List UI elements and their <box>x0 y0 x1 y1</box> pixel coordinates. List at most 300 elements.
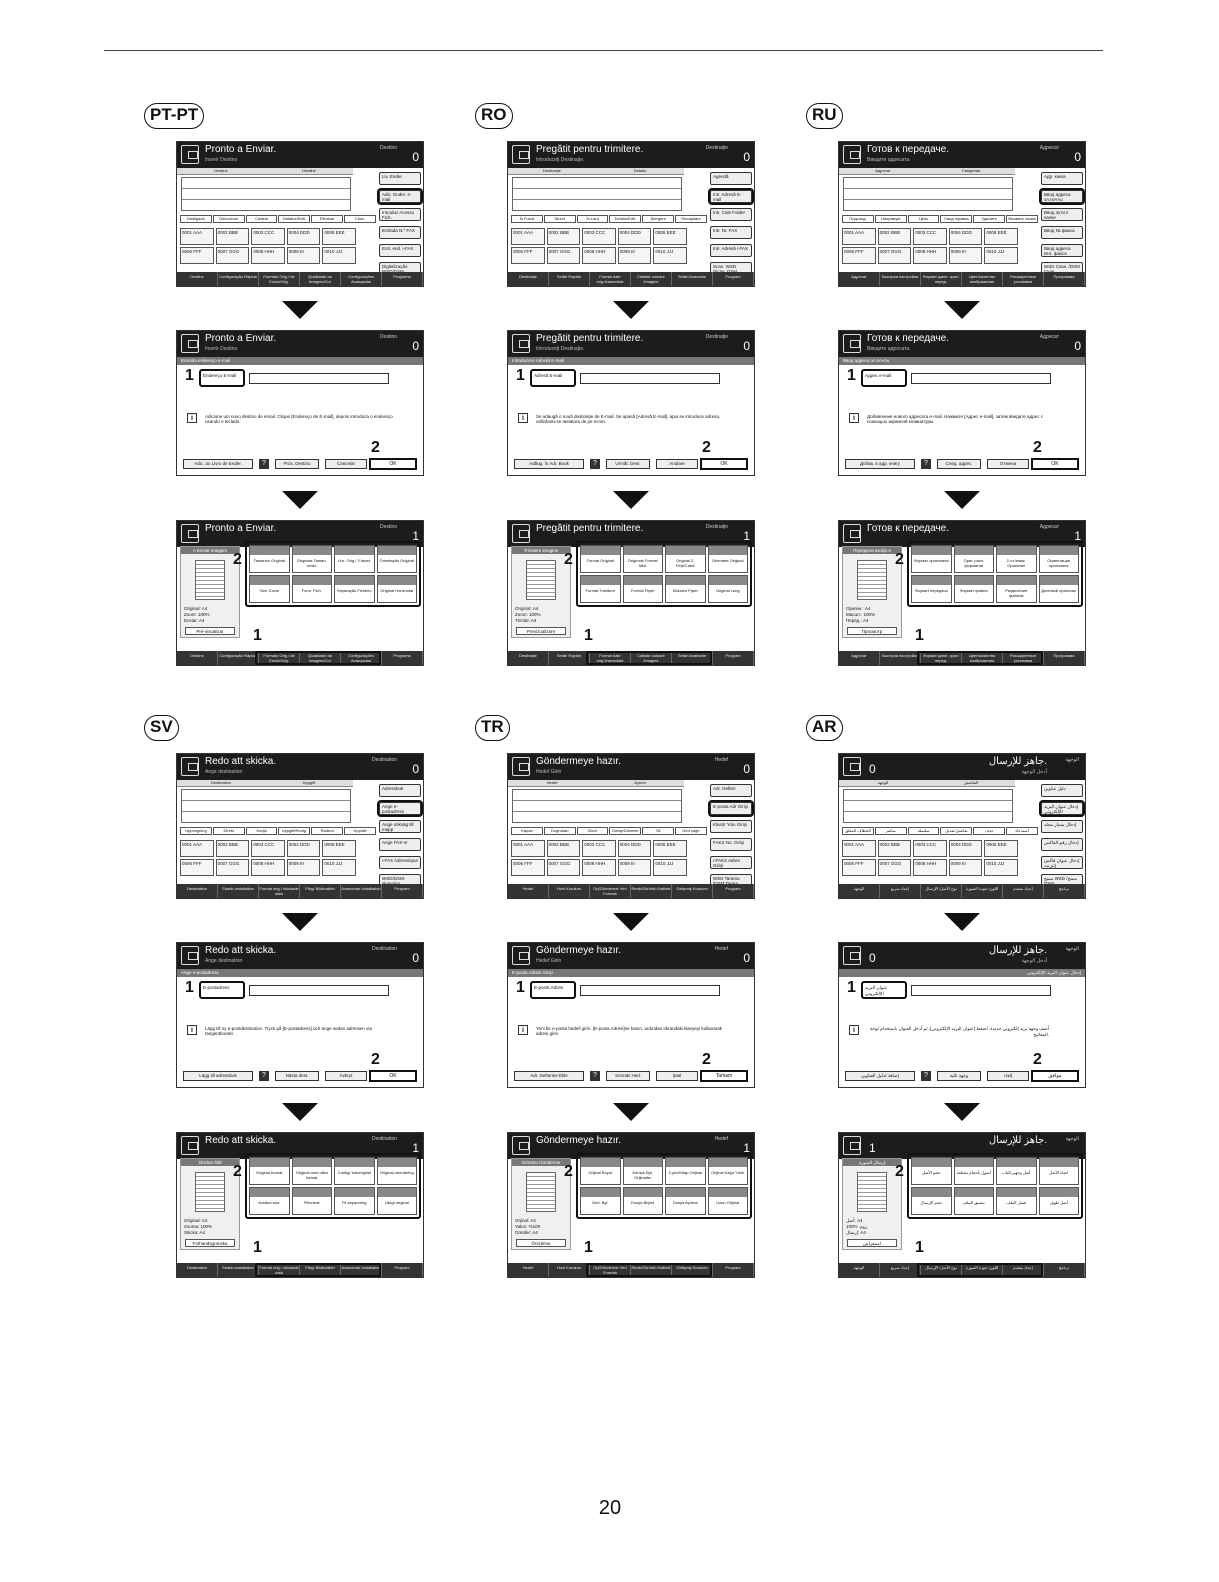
bottom-tab-5[interactable]: Program <box>713 272 754 286</box>
function-key-1[interactable]: Original med olika format <box>292 1157 333 1185</box>
function-key-6[interactable]: Dosya Ayırma <box>665 1187 706 1215</box>
bottom-tab-2[interactable]: Orj/Gönderme Veri Formatı <box>590 884 631 898</box>
bottom-tab-0[interactable]: Destinaţie <box>508 272 549 286</box>
cancel-button[interactable]: Avbryt <box>325 1071 367 1081</box>
one-touch-key[interactable]: 0005 EEE <box>653 228 687 245</box>
one-touch-key[interactable]: 0002 BBB <box>878 228 912 245</box>
right-button-3[interactable]: Intr. Nr. FAX <box>710 226 752 239</box>
one-touch-key[interactable]: 0003 CCC <box>251 228 285 245</box>
bottom-tab-3[interactable]: اللون/ جودة الصورة <box>962 884 1003 898</box>
function-key-2[interactable]: 2-yüz/Kitap Orijinal <box>665 1157 706 1185</box>
bottom-tab-2[interactable]: Формат данн. ориг./перед. <box>921 651 962 665</box>
function-key-2[interactable]: 2-ст./книж. Оригинал <box>996 545 1037 573</box>
one-touch-key[interactable]: 0006 FFF <box>180 859 214 876</box>
function-key-2[interactable]: 2-sidig/ bokoriginal <box>334 1157 375 1185</box>
right-button-2[interactable]: Ввод пути к папке <box>1041 208 1083 221</box>
list-action-3[interactable]: Detaliu/Edit. <box>609 215 641 223</box>
bottom-tab-2[interactable]: Orj/Gönderme Veri Formatı <box>590 1263 631 1277</box>
function-key-7[interactable]: Original Lung <box>708 575 749 603</box>
cancel-button[interactable]: إلغاء <box>987 1071 1029 1081</box>
one-touch-key[interactable]: 0007 GGG <box>547 247 581 264</box>
bottom-tab-0[interactable]: Destino <box>177 272 218 286</box>
bottom-tab-5[interactable]: Programa <box>382 272 423 286</box>
bottom-tab-1[interactable]: Быстрая настройка <box>880 272 921 286</box>
list-action-1[interactable]: مباشر <box>875 827 907 835</box>
cancel-button[interactable]: İptal <box>656 1071 698 1081</box>
preview-button[interactable]: Önizleme <box>516 1239 566 1247</box>
function-key-3[interactable]: Orientação Original <box>377 545 418 573</box>
function-key-0[interactable]: حجم الأصل <box>911 1157 952 1185</box>
one-touch-key[interactable]: 0003 CCC <box>913 228 947 245</box>
next-destination-button[interactable]: Próx. Destino <box>275 459 319 469</box>
email-address-button[interactable]: Адрес e-mail <box>861 369 907 387</box>
one-touch-key[interactable]: 0010 JJJ <box>653 859 687 876</box>
function-key-6[interactable]: فصل الملف <box>996 1187 1037 1215</box>
bottom-tab-3[interactable]: Färg/ Bildkvalitet <box>300 884 341 898</box>
right-button-3[interactable]: Ange FAX-nr <box>379 838 421 851</box>
bottom-tab-3[interactable]: Renk/Görüntü Kalitesi <box>631 1263 672 1277</box>
destination-list[interactable] <box>181 789 351 823</box>
bottom-tab-5[interactable]: Program <box>713 651 754 665</box>
bottom-tab-2[interactable]: Format date orig./transmisie <box>590 651 631 665</box>
function-key-5[interactable]: تنسيق الملف <box>954 1187 995 1215</box>
email-input[interactable] <box>580 985 720 996</box>
list-action-2[interactable]: Cadeia <box>246 215 278 223</box>
list-action-4[interactable]: Удалить <box>973 215 1005 223</box>
bottom-tab-2[interactable]: Формат данн. ориг./перед. <box>921 272 962 286</box>
one-touch-key[interactable]: 0010 JJJ <box>322 859 356 876</box>
function-key-7[interactable]: Длинный оригинал <box>1039 575 1080 603</box>
function-key-0[interactable]: Original-format <box>249 1157 290 1185</box>
one-touch-key[interactable]: 0003 CCC <box>582 840 616 857</box>
one-touch-key[interactable]: 0004 DDD <box>287 228 321 245</box>
function-key-7[interactable]: Långt original <box>377 1187 418 1215</box>
list-action-2[interactable]: Kedja <box>246 827 278 835</box>
function-key-4[interactable]: Avsänd.stor. <box>249 1187 290 1215</box>
function-key-3[interactable]: اتجاه الأصل <box>1039 1157 1080 1185</box>
email-input[interactable] <box>580 373 720 384</box>
one-touch-key[interactable]: 0008 HHH <box>913 859 947 876</box>
ok-button[interactable]: OK <box>1031 458 1079 470</box>
next-destination-button[interactable]: Nästa dest. <box>275 1071 319 1081</box>
destination-list[interactable] <box>181 177 351 211</box>
next-destination-button[interactable]: След. адрес. <box>937 459 981 469</box>
bottom-tab-1[interactable]: Быстрая настройка <box>880 651 921 665</box>
bottom-tab-0[interactable]: Destino <box>177 651 218 665</box>
right-button-5[interactable]: Digitalização <box>379 262 421 275</box>
one-touch-key[interactable]: 0007 GGG <box>216 247 250 264</box>
list-action-4[interactable]: Sil <box>642 827 674 835</box>
bottom-tab-1[interactable]: Snabb-installation <box>218 1263 259 1277</box>
list-action-3[interactable]: Uppgift/Redig. <box>278 827 310 835</box>
right-button-1[interactable]: إدخال عنوان البريد الإلكتروني <box>1041 802 1083 815</box>
right-button-1[interactable]: E-posta Adr Girişi <box>710 802 752 815</box>
next-destination-button[interactable]: Sonraki Hed. <box>606 1071 650 1081</box>
one-touch-key[interactable]: 0008 HHH <box>582 859 616 876</box>
right-button-0[interactable]: Adressbok <box>379 784 421 797</box>
email-input[interactable] <box>249 373 389 384</box>
bottom-tab-4[interactable]: Avancerad Installation <box>341 1263 382 1277</box>
list-action-1[interactable]: Direccione <box>213 215 245 223</box>
help-icon[interactable]: ? <box>259 459 269 469</box>
right-button-0[interactable]: Adr. Defteri <box>710 784 752 797</box>
bottom-tab-1[interactable]: إعداد سريع <box>880 1263 921 1277</box>
function-key-3[interactable]: Orientare Original <box>708 545 749 573</box>
bottom-tab-1[interactable]: إعداد سريع <box>880 884 921 898</box>
one-touch-key[interactable]: 0003 CCC <box>582 228 616 245</box>
destination-list[interactable] <box>512 177 682 211</box>
right-button-2[interactable]: Introduz Acesso Fich. <box>379 208 421 221</box>
function-key-6[interactable]: Separação Ficheiro <box>334 575 375 603</box>
right-button-0[interactable]: Liv. Ender. <box>379 172 421 185</box>
one-touch-key[interactable]: 0008 HHH <box>582 247 616 264</box>
one-touch-key[interactable]: 0001 AAA <box>180 228 214 245</box>
right-button-1[interactable]: Ange e-postadress <box>379 802 421 815</box>
bottom-tab-1[interactable]: Setări Rapide <box>549 651 590 665</box>
add-to-address-book-button[interactable]: Lägg till adressbok <box>183 1071 253 1081</box>
function-key-0[interactable]: Формат оригинала <box>911 545 952 573</box>
email-input[interactable] <box>249 985 389 996</box>
bottom-tab-0[interactable]: Адресат <box>839 651 880 665</box>
cancel-button[interactable]: Anulare <box>656 459 698 469</box>
right-button-4[interactable]: i-FAKS Adres Girişi <box>710 856 752 869</box>
one-touch-key[interactable]: 0009 III <box>287 247 321 264</box>
list-action-4[interactable]: Eliminar <box>311 215 343 223</box>
cancel-button[interactable]: Отмена <box>987 459 1029 469</box>
bottom-tab-5[interactable]: Программа <box>1044 651 1085 665</box>
function-key-0[interactable]: Format Original <box>580 545 621 573</box>
list-action-0[interactable]: Подсоед. <box>842 215 874 223</box>
function-key-3[interactable]: Ориентация оригинала <box>1039 545 1080 573</box>
one-touch-key[interactable]: 0004 DDD <box>618 228 652 245</box>
bottom-tab-4[interactable]: Расширенные установки <box>1003 651 1044 665</box>
preview-button[interactable]: Previzualizare <box>516 627 566 635</box>
help-icon[interactable]: ? <box>590 1071 600 1081</box>
right-button-5[interactable]: WSD/DSM- <box>379 874 421 887</box>
function-key-7[interactable]: أصل طويل <box>1039 1187 1080 1215</box>
one-touch-key[interactable]: 0006 FFF <box>842 247 876 264</box>
right-button-3[interactable]: Ввод № факса <box>1041 226 1083 239</box>
one-touch-key[interactable]: 0001 AAA <box>511 840 545 857</box>
preview-button[interactable]: استعراض <box>847 1239 897 1247</box>
add-to-address-book-button[interactable]: إضافة لدليل العناوين <box>845 1071 915 1081</box>
one-touch-key[interactable]: 0005 EEE <box>653 840 687 857</box>
add-to-address-book-button[interactable]: Adăug. în Adr. Book <box>514 459 584 469</box>
one-touch-key[interactable]: 0005 EEE <box>322 228 356 245</box>
one-touch-key[interactable]: 0001 AAA <box>180 840 214 857</box>
list-action-4[interactable]: Radera <box>311 827 343 835</box>
bottom-tab-5[interactable]: برنامج <box>1044 884 1085 898</box>
right-button-5[interactable]: مسح WSD /مسح <box>1041 874 1083 887</box>
right-button-5[interactable]: WSD Tarama <box>710 874 752 887</box>
bottom-tab-1[interactable]: Configuração Rápida <box>218 272 259 286</box>
bottom-tab-5[interactable]: Program <box>713 1263 754 1277</box>
list-action-5[interactable]: Recapitare <box>675 215 707 223</box>
bottom-tab-4[interactable]: Configurações Avançadas <box>341 272 382 286</box>
bottom-tab-5[interactable]: Program <box>713 884 754 898</box>
one-touch-key[interactable]: 0007 GGG <box>216 859 250 876</box>
one-touch-key[interactable]: 0002 BBB <box>216 228 250 245</box>
right-button-5[interactable]: WSD Скан. /DSM <box>1041 262 1083 275</box>
bottom-tab-5[interactable]: برنامج <box>1044 1263 1085 1277</box>
bottom-tab-0[interactable]: Адресат <box>839 272 880 286</box>
one-touch-key[interactable]: 0001 AAA <box>511 228 545 245</box>
right-button-0[interactable]: Agendă <box>710 172 752 185</box>
list-action-5[interactable]: Upprätt <box>344 827 376 835</box>
list-action-1[interactable]: Напрямую <box>875 215 907 223</box>
next-destination-button[interactable]: وجهة تالية <box>937 1071 981 1081</box>
bottom-tab-3[interactable]: Qualidade da Imagem/Cor <box>300 651 341 665</box>
ok-button[interactable]: Tamam <box>700 1070 748 1082</box>
function-key-4[interactable]: حجم الإرسال <box>911 1187 952 1215</box>
destination-list[interactable] <box>512 789 682 823</box>
list-action-2[interactable]: În Lanţ <box>577 215 609 223</box>
list-action-1[interactable]: Direkt <box>213 827 245 835</box>
one-touch-key[interactable]: 0009 III <box>949 247 983 264</box>
bottom-tab-3[interactable]: Цвет/качество изображения <box>962 651 1003 665</box>
function-key-4[interactable]: Format Trimitere <box>580 575 621 603</box>
ok-button[interactable]: موافق <box>1031 1070 1079 1082</box>
one-touch-key[interactable]: 0005 EEE <box>322 840 356 857</box>
bottom-tab-0[interactable]: Hedef <box>508 1263 549 1277</box>
function-key-1[interactable]: أصول بأحجام مختلفة <box>954 1157 995 1185</box>
add-to-address-book-button[interactable]: Adr. Defterine Ekle <box>514 1071 584 1081</box>
bottom-tab-4[interactable]: Расширенные установки <box>1003 272 1044 286</box>
ok-button[interactable]: OK <box>700 458 748 470</box>
ok-button[interactable]: OK <box>369 1070 417 1082</box>
bottom-tab-0[interactable]: Destinaţie <box>508 651 549 665</box>
right-button-2[interactable]: Ange sökväg till mapp <box>379 820 421 833</box>
one-touch-key[interactable]: 0007 GGG <box>547 859 581 876</box>
function-key-6[interactable]: Fil-separering <box>334 1187 375 1215</box>
right-button-1[interactable]: Adic. Ender. e-mail <box>379 190 421 203</box>
one-touch-key[interactable]: 0004 DDD <box>618 840 652 857</box>
bottom-tab-4[interactable]: Avancerad Installation <box>341 884 382 898</box>
bottom-tab-4[interactable]: Setări Avansate <box>672 651 713 665</box>
function-key-5[interactable]: Format Fişier <box>623 575 664 603</box>
bottom-tab-1[interactable]: Configuração Rápida <box>218 651 259 665</box>
bottom-tab-4[interactable]: إعداد متقدم <box>1003 884 1044 898</box>
list-action-0[interactable]: Uppringning <box>180 827 212 835</box>
bottom-tab-4[interactable]: Setări Avansate <box>672 272 713 286</box>
right-button-4[interactable]: إدخال عنوان فاكس إنترنت <box>1041 856 1083 869</box>
one-touch-key[interactable]: 0009 III <box>618 859 652 876</box>
one-touch-key[interactable]: 0002 BBB <box>547 228 581 245</box>
bottom-tab-1[interactable]: Setări Rapide <box>549 272 590 286</box>
one-touch-key[interactable]: 0008 HHH <box>251 247 285 264</box>
one-touch-key[interactable]: 0001 AAA <box>842 840 876 857</box>
one-touch-key[interactable]: 0003 CCC <box>251 840 285 857</box>
function-key-7[interactable]: Original Horizontal <box>377 575 418 603</box>
bottom-tab-1[interactable]: Hızlı Kurulum <box>549 1263 590 1277</box>
function-key-1[interactable]: Originale Format Mixt <box>623 545 664 573</box>
right-button-2[interactable]: Intr. Cale Folder <box>710 208 752 221</box>
bottom-tab-3[interactable]: Calitate culoare /imagine <box>631 651 672 665</box>
bottom-tab-1[interactable]: Snabb-installation <box>218 884 259 898</box>
list-action-5[interactable]: استدعاء <box>1006 827 1038 835</box>
one-touch-key[interactable]: 0005 EEE <box>984 228 1018 245</box>
function-key-5[interactable]: Формат файла <box>954 575 995 603</box>
list-action-2[interactable]: سلسلة <box>908 827 940 835</box>
one-touch-key[interactable]: 0010 JJJ <box>984 247 1018 264</box>
email-address-button[interactable]: E-posta Adresi <box>530 981 576 999</box>
one-touch-key[interactable]: 0008 HHH <box>913 247 947 264</box>
function-key-0[interactable]: Orijinal Boyut <box>580 1157 621 1185</box>
right-button-5[interactable]: Scan. WSD <box>710 262 752 275</box>
help-icon[interactable]: ? <box>921 1071 931 1081</box>
bottom-tab-0[interactable]: Destination <box>177 1263 218 1277</box>
preview-button[interactable]: Förhandsgranska <box>185 1239 235 1247</box>
email-address-button[interactable]: E-postadress <box>199 981 245 999</box>
bottom-tab-3[interactable]: Renk/Görüntü Kalitesi <box>631 884 672 898</box>
right-button-3[interactable]: FAKS No. Girişi <box>710 838 752 851</box>
bottom-tab-0[interactable]: Destination <box>177 884 218 898</box>
one-touch-key[interactable]: 0003 CCC <box>913 840 947 857</box>
bottom-tab-4[interactable]: Configurações Avançadas <box>341 651 382 665</box>
bottom-tab-2[interactable]: Format date orig./transmisie <box>590 272 631 286</box>
one-touch-key[interactable]: 0006 FFF <box>842 859 876 876</box>
one-touch-key[interactable]: 0009 III <box>618 247 652 264</box>
email-input[interactable] <box>911 373 1051 384</box>
right-button-3[interactable]: إدخال رقم الفاكس <box>1041 838 1083 851</box>
destination-list[interactable] <box>843 789 1013 823</box>
one-touch-key[interactable]: 0006 FFF <box>511 859 545 876</box>
bottom-tab-5[interactable]: Program <box>382 884 423 898</box>
list-action-3[interactable]: Detalhe/Edit. <box>278 215 310 223</box>
one-touch-key[interactable]: 0009 III <box>949 859 983 876</box>
list-action-4[interactable]: حذف <box>973 827 1005 835</box>
bottom-tab-3[interactable]: Calitate culoare /imagine <box>631 272 672 286</box>
bottom-tab-2[interactable]: Formato Orig./ de Envio/Orig. <box>259 651 300 665</box>
bottom-tab-2[interactable]: Format orig./ skickade data <box>259 886 299 896</box>
bottom-tab-5[interactable]: Программа <box>1044 272 1085 286</box>
one-touch-key[interactable]: 0006 FFF <box>180 247 214 264</box>
list-action-4[interactable]: Ştergere <box>642 215 674 223</box>
one-touch-key[interactable]: 0004 DDD <box>287 840 321 857</box>
one-touch-key[interactable]: 0009 III <box>287 859 321 876</box>
function-key-4[interactable]: Gnd. Byt. <box>580 1187 621 1215</box>
email-input[interactable] <box>911 985 1051 996</box>
function-key-5[interactable]: Dosya Biçimi <box>623 1187 664 1215</box>
right-button-2[interactable]: إدخال مسار مجلد <box>1041 820 1083 833</box>
ok-button[interactable]: OK <box>369 458 417 470</box>
one-touch-key[interactable]: 0010 JJJ <box>984 859 1018 876</box>
function-key-4[interactable]: Формат передачи <box>911 575 952 603</box>
list-action-1[interactable]: Direct <box>544 215 576 223</box>
bottom-tab-5[interactable]: Programa <box>382 651 423 665</box>
function-key-1[interactable]: Karışık Byt. Orijinaller <box>623 1157 664 1185</box>
right-button-1[interactable]: Intr. Adresă E-mail <box>710 190 752 203</box>
function-key-1[interactable]: Ориг. разн. форматов <box>954 545 995 573</box>
bottom-tab-3[interactable]: Färg/ Bildkvalitet <box>300 1263 341 1277</box>
cancel-button[interactable]: Cancelar <box>325 459 367 469</box>
help-icon[interactable]: ? <box>259 1071 269 1081</box>
list-action-2[interactable]: Zincir <box>577 827 609 835</box>
right-button-0[interactable]: Адр. книга <box>1041 172 1083 185</box>
bottom-tab-4[interactable]: إعداد متقدم <box>1003 1263 1044 1277</box>
list-action-0[interactable]: الخطاف المغلق <box>842 827 874 835</box>
function-key-3[interactable]: Orijinal Kağıt Yönü <box>708 1157 749 1185</box>
function-key-5[interactable]: Filformat <box>292 1187 333 1215</box>
function-key-3[interactable]: Original-orientering <box>377 1157 418 1185</box>
preview-button[interactable]: Pré-visualizar <box>185 627 235 635</box>
destination-list[interactable] <box>843 177 1013 211</box>
email-address-button[interactable]: عنوان البريد الإلكتروني <box>861 981 907 999</box>
one-touch-key[interactable]: 0004 DDD <box>949 840 983 857</box>
next-destination-button[interactable]: Următ. Dest. <box>606 459 650 469</box>
one-touch-key[interactable]: 0007 GGG <box>878 859 912 876</box>
one-touch-key[interactable]: 0007 GGG <box>878 247 912 264</box>
bottom-tab-3[interactable]: اللون/ جودة الصورة <box>962 1263 1003 1277</box>
function-key-4[interactable]: Tam. Envio <box>249 575 290 603</box>
right-button-4[interactable]: i-FAX Adressinput <box>379 856 421 869</box>
bottom-tab-1[interactable]: Hızlı Kurulum <box>549 884 590 898</box>
bottom-tab-2[interactable]: نوع الأصل/ الإرسال <box>921 884 962 898</box>
one-touch-key[interactable]: 0006 FFF <box>511 247 545 264</box>
list-action-0[interactable]: Desligado <box>180 215 212 223</box>
one-touch-key[interactable]: 0002 BBB <box>216 840 250 857</box>
bottom-tab-3[interactable]: Qualidade da Imagem/Cor <box>300 272 341 286</box>
one-touch-key[interactable]: 0004 DDD <box>949 228 983 245</box>
one-touch-key[interactable]: 0010 JJJ <box>653 247 687 264</box>
right-button-4[interactable]: Ввод адреса Инт. факса <box>1041 244 1083 257</box>
list-action-1[interactable]: Doğrudan <box>544 827 576 835</box>
add-to-address-book-button[interactable]: Добав. в адр. книгу <box>845 459 915 469</box>
bottom-tab-4[interactable]: Gelişmiş Kurulum <box>672 1263 713 1277</box>
preview-button[interactable]: Просмотр <box>847 627 897 635</box>
email-address-button[interactable]: Adresă E-mail <box>530 369 576 387</box>
one-touch-key[interactable]: 0010 JJJ <box>322 247 356 264</box>
one-touch-key[interactable]: 0001 AAA <box>842 228 876 245</box>
email-address-button[interactable]: Endereço E-mail <box>199 369 245 387</box>
bottom-tab-5[interactable]: Program <box>382 1263 423 1277</box>
list-action-5[interactable]: Chec. <box>344 215 376 223</box>
list-action-0[interactable]: În Furcă <box>511 215 543 223</box>
list-action-3[interactable]: Свед./правка <box>940 215 972 223</box>
function-key-2[interactable]: أصل وجهين/كتاب <box>996 1157 1037 1185</box>
bottom-tab-3[interactable]: Цвет/качество изображения <box>962 272 1003 286</box>
bottom-tab-4[interactable]: Gelişmiş Kurulum <box>672 884 713 898</box>
help-icon[interactable]: ? <box>921 459 931 469</box>
function-key-0[interactable]: Tamanho Original <box>249 545 290 573</box>
one-touch-key[interactable]: 0002 BBB <box>547 840 581 857</box>
one-touch-key[interactable]: 0008 HHH <box>251 859 285 876</box>
right-button-3[interactable]: Entrada N.º FAX <box>379 226 421 239</box>
right-button-4[interactable]: Entr. end. i-FAX <box>379 244 421 257</box>
right-button-0[interactable]: دليل عناوين <box>1041 784 1083 797</box>
list-action-5[interactable]: Вызвать снова <box>1006 215 1038 223</box>
function-key-6[interactable]: Разделение файлов <box>996 575 1037 603</box>
one-touch-key[interactable]: 0005 EEE <box>984 840 1018 857</box>
bottom-tab-0[interactable]: الوجهة <box>839 884 880 898</box>
function-key-1[interactable]: Originais Taman. misto <box>292 545 333 573</box>
function-key-2[interactable]: Livr. Orig./ 2 faces <box>334 545 375 573</box>
function-key-2[interactable]: Original 2-Feţe/Carte <box>665 545 706 573</box>
bottom-tab-0[interactable]: الوجهة <box>839 1263 880 1277</box>
bottom-tab-2[interactable]: Format orig./ skickade data <box>259 1265 299 1275</box>
one-touch-key[interactable]: 0002 BBB <box>878 840 912 857</box>
list-action-3[interactable]: تفاصيل/تعديل <box>940 827 972 835</box>
right-button-1[interactable]: Ввод адреса эл.почты <box>1041 190 1083 203</box>
bottom-tab-2[interactable]: نوع الأصل/ الإرسال <box>921 1263 962 1277</box>
add-to-address-book-button[interactable]: Adic. ao Livro de Ender. <box>183 459 253 469</box>
bottom-tab-2[interactable]: Formato Orig./ de Envio/Orig. <box>259 272 300 286</box>
right-button-2[interactable]: Klasör Yolu Girişi <box>710 820 752 833</box>
function-key-6[interactable]: Divizare Fişier <box>665 575 706 603</box>
right-button-4[interactable]: Intr. Adresă i-FAX <box>710 244 752 257</box>
list-action-5[interactable]: Geri çağır <box>675 827 707 835</box>
bottom-tab-0[interactable]: Hedef <box>508 884 549 898</box>
